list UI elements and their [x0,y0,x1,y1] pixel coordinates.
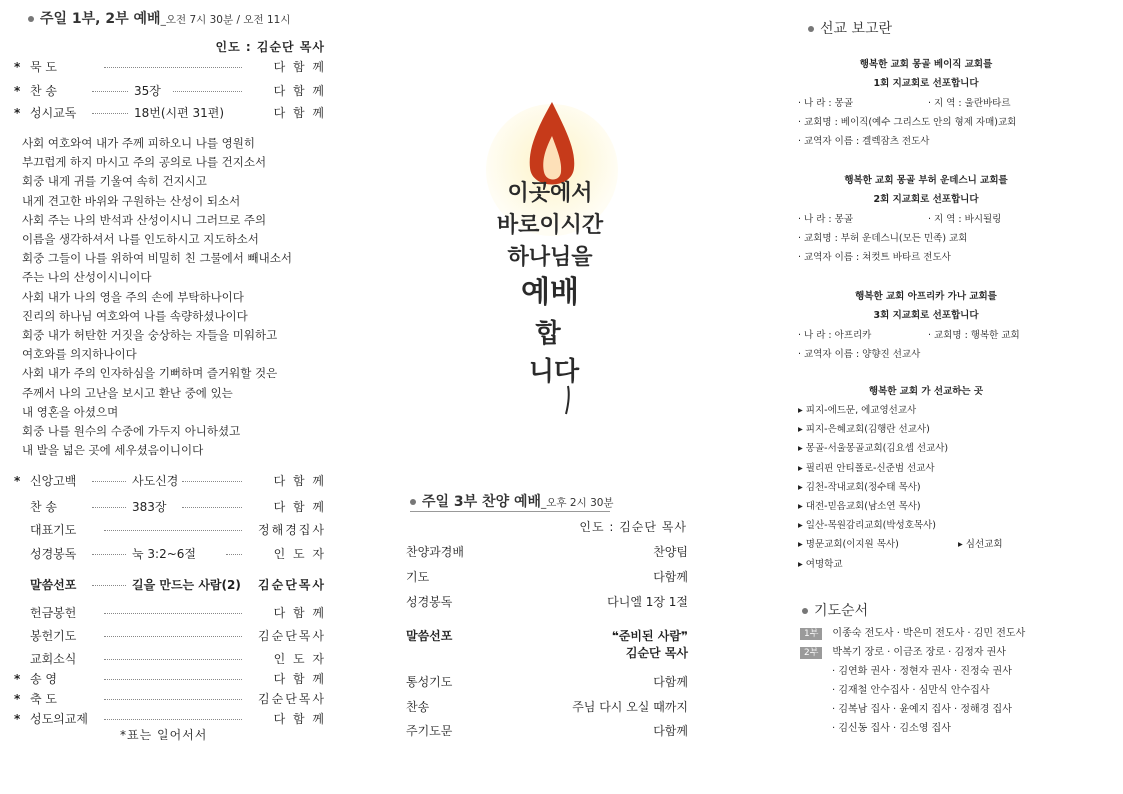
morning-service-header [28,8,290,28]
afternoon-order-row [406,721,688,741]
mission-block-heading: 행복한 교회 몽골 베이직 교회를 [859,59,993,70]
order-item-detail: 사도신경 [132,474,179,488]
afternoon-order-person: 다함께 [653,675,688,689]
prayer-row [800,643,1006,662]
order-item-person: 김순단목사 [258,692,326,706]
psalm-line: 내 발을 넓은 곳에 세우셨음이니이다 [22,443,204,458]
psalm-line: 회중 내가 허탄한 거짓을 숭상하는 자들을 미워하고 [22,328,278,342]
prayer-row: · 김재철 안수집사 · 심만식 안수집사 [832,685,990,696]
order-item-detail: 18번(시편 31편) [134,106,225,120]
dot-leader [104,659,242,660]
order-row [14,82,326,100]
standing-mark: * [14,60,21,74]
afternoon-order-row [406,697,688,717]
mission-detail: · 교회명 : 부허 운데스니(모든 민족) 교회 [798,233,968,244]
order-item-person: 다 함 께 [273,606,326,620]
art-line-5: 합 [535,319,561,349]
order-item-name: 찬 송 [30,84,57,98]
dot-leader [92,507,126,508]
order-item-name: 송 영 [30,672,57,686]
mission-block-subheading: 2회 지교회로 선포합니다 [873,194,979,205]
psalm-line: 사회 여호와여 내가 주께 피하오니 나를 영원히 [22,136,256,150]
order-item-name: 교회소식 [30,652,77,666]
standing-mark: * [14,672,21,686]
bullet-icon [802,608,808,614]
order-row [14,690,326,708]
order-item-person: 다 함 께 [273,60,326,74]
order-item-person: 인 도 자 [273,652,326,666]
mission-list-item: ▸ 필리핀 안티폴로-신준범 선교사 [798,462,935,474]
morning-service-time: _오전 7시 30분 / 오전 11시 [160,14,291,26]
afternoon-order-row [406,672,688,692]
afternoon-service-title: 주일 3부 찬양 예배 [422,494,542,510]
afternoon-order-row [406,592,688,612]
afternoon-underline [410,511,610,512]
order-item-name: 말씀선포 [30,578,77,592]
dot-leader [226,554,242,555]
afternoon-order-row [406,626,688,660]
prayer-names: 박복기 장로 · 이금조 장로 · 김정자 권사 [832,647,1006,658]
mission-list-item: ▸ 명문교회(이지원 목사) [798,539,899,551]
prayer-row: · 김연화 권사 · 정현자 권사 · 진정숙 권사 [832,666,1012,677]
afternoon-order-name: 찬송 [406,700,430,714]
mission-detail: · 나 라 : 몽골 [798,98,854,109]
order-row [14,545,326,563]
mission-detail: · 교회명 : 행복한 교회 [928,330,1020,341]
order-item-name: 봉헌기도 [30,629,77,643]
prayer-header [802,600,868,620]
dot-leader [104,719,242,720]
morning-service-title: 주일 1부, 2부 예배 [40,11,161,27]
order-item-detail: 눅 3:2~6절 [132,547,197,561]
art-line-4: 예배 [521,275,579,310]
prayer-row: · 김복남 집사 · 윤예지 집사 · 정해경 집사 [832,704,1012,715]
prayer-title: 기도순서 [814,603,869,619]
order-item-person: 인 도 자 [273,547,326,561]
standing-mark: * [14,692,21,706]
service-badge: 1부 [800,628,822,640]
mission-block-subheading: 1회 지교회로 선포합니다 [873,78,979,89]
mission-list-item: ▸ 피지-은혜교회(김행란 선교사) [798,424,930,436]
mission-detail: · 교역자 이름 : 겔렉잠츠 전도사 [798,136,930,147]
afternoon-service-header [410,491,614,511]
mission-list-item: ▸ 여명학교 [798,558,843,570]
psalm-line: 내게 견고한 바위와 구원하는 산성이 되소서 [22,193,241,208]
afternoon-order-row [406,567,688,587]
order-item-name: 대표기도 [30,523,77,537]
mission-detail: · 나 라 : 몽골 [798,214,854,225]
mission-list-item: ▸ 몽골-서울몽골교회(김요셉 선교사) [798,443,949,455]
afternoon-order-person: 주님 다시 오실 때까지 [572,700,688,714]
order-item-name: 신앙고백 [30,474,77,488]
mission-list-item: ▸ 일산-목원감리교회(박성호목사) [798,520,936,532]
psalm-line: 회중 나를 원수의 수중에 가두지 아니하셨고 [22,424,241,438]
mission-detail: · 교역자 이름 : 쳐컷트 바타르 전도사 [798,252,951,263]
afternoon-leader: 인도 : 김순단 목사 [579,520,687,534]
mission-header [808,18,892,38]
order-item-name: 축 도 [30,692,57,706]
art-line-1: 이곳에서 [507,181,593,206]
order-item-person: 정해경집사 [258,523,326,537]
bullet-icon [28,16,34,22]
psalm-line: 사회 내가 나의 영을 주의 손에 부탁하나이다 [22,289,244,304]
order-row [14,670,326,688]
dot-leader [173,91,242,92]
psalm-line: 회중 그들이 나를 위하여 비밀히 친 그물에서 빼내소서 [22,251,292,266]
mission-block-subheading: 3회 지교회로 선포합니다 [873,310,979,321]
order-item-person: 김순단목사 [258,629,326,643]
order-item-name: 성시교독 [30,106,77,120]
dot-leader [104,679,242,680]
afternoon-order-person: 다함께 [653,724,688,738]
order-item-person: 다 함 께 [273,474,326,488]
art-line-2: 바로이시간 [496,213,604,238]
order-item-person: 김순단목사 [258,578,326,592]
order-item-name: 헌금봉헌 [30,606,77,620]
dot-leader [104,699,242,700]
order-item-name: 성경봉독 [30,547,77,561]
dot-leader [104,67,242,68]
prayer-row [800,624,1025,643]
dot-leader [92,585,126,586]
dot-leader [182,507,242,508]
order-item-person: 다 함 께 [273,84,326,98]
psalm-line: 주께서 나의 고난을 보시고 환난 중에 있는 [22,385,233,400]
dot-leader [104,613,242,614]
mission-block-heading: 행복한 교회 아프리카 가나 교회를 [855,291,997,302]
dot-leader [104,530,242,531]
dot-leader [104,636,242,637]
order-item-detail: 길을 만드는 사람(2) [132,578,241,592]
standing-mark: * [14,84,21,98]
standing-mark: * [14,106,21,120]
afternoon-service-time: _오후 2시 30분 [541,497,614,509]
order-item-name: 찬 송 [30,500,57,514]
mission-detail: · 교회명 : 베이직(예수 그리스도 안의 형제 자매)교회 [798,117,1017,128]
psalm-line: 진리의 하나님 여호와여 나를 속량하셨나이다 [22,308,248,323]
service-badge: 2부 [800,647,822,659]
bullet-icon [410,499,416,505]
psalm-line: 사회 주는 나의 반석과 산성이시니 그러므로 주의 [22,212,267,227]
standing-mark: * [14,712,21,726]
afternoon-order-row [406,542,688,562]
afternoon-order-person: 찬양팀 [653,545,688,559]
order-row [14,627,326,645]
mission-list-title: 행복한 교회 가 선교하는 곳 [868,386,984,397]
mission-detail: · 교역자 이름 : 양향진 선교사 [798,349,921,360]
morning-leader: 인도 : 김순단 목사 [215,40,325,54]
bullet-icon [808,26,814,32]
dot-leader [92,91,128,92]
order-row [14,104,326,122]
dot-leader [182,481,242,482]
mission-detail: · 지 역 : 울란바타르 [928,98,1011,109]
candle-calligraphy-art [470,90,630,420]
order-item-name: 묵 도 [30,60,57,74]
order-row [14,576,326,594]
afternoon-order-person: ❝준비된 사람❞ [611,629,688,643]
afternoon-order-name: 통성기도 [406,675,453,689]
afternoon-order-person: 다니엘 1장 1절 [607,595,688,609]
afternoon-order-name: 주기도문 [406,724,453,738]
standing-mark: * [14,474,21,488]
afternoon-order-name: 기도 [406,570,430,584]
mission-list-item: ▸ 대전-믿음교회(남소연 목사) [798,501,921,512]
order-item-name: 성도의교제 [30,712,88,726]
order-row [14,650,326,668]
order-item-person: 다 함 께 [273,106,326,120]
order-row [14,521,326,539]
order-row [14,58,326,76]
order-row [14,472,326,490]
order-item-detail: 383장 [132,500,167,514]
mission-detail: · 지 역 : 바시될링 [928,214,1002,225]
psalm-line: 회중 내게 귀를 기울여 속히 건지시고 [22,174,207,189]
afternoon-order-name: 성경봉독 [406,595,453,609]
order-row [14,498,326,516]
order-item-person: 다 함 께 [273,672,326,686]
order-item-person: 다 함 께 [273,712,326,726]
order-item-person: 다 함 께 [273,500,326,514]
psalm-line: 부끄럽게 하지 마시고 주의 공의로 나를 건지소서 [22,155,267,170]
mission-block-heading: 행복한 교회 몽골 부허 운데스니 교회를 [844,175,1008,186]
standing-footnote: *표는 일어서서 [120,728,208,742]
mission-list-item: ▸ 피지-에드문, 에교영선교사 [798,405,917,416]
psalm-line: 여호와를 의지하나이다 [22,347,137,362]
dot-leader [92,554,126,555]
art-line-3: 하나님을 [507,245,593,270]
psalm-line: 내 영혼을 아셨으며 [22,404,119,419]
psalm-line: 사회 내가 주의 인자하심을 기뻐하며 즐거워할 것은 [22,366,278,381]
afternoon-order-name: 찬양과경배 [406,545,464,559]
afternoon-order-person: 다함께 [653,570,688,584]
mission-title: 선교 보고란 [820,21,893,37]
order-item-detail: 35장 [134,84,161,98]
mission-list-item: ▸ 김천-작내교회(정수태 목사) [798,481,921,493]
dot-leader [92,481,126,482]
prayer-row: · 김신동 집사 · 김소영 집사 [832,723,951,734]
dot-leader [92,113,128,114]
psalm-line: 주는 나의 산성이시니이다 [22,270,152,285]
order-row [14,604,326,622]
mission-list-item: ▸ 심선교회 [958,539,1003,551]
afternoon-order-preacher: 김순단 목사 [625,646,688,660]
art-line-6: 니다 [528,357,580,387]
mission-detail: · 나 라 : 아프리카 [798,330,872,341]
afternoon-order-name: 말씀선포 [406,629,453,643]
prayer-names: 이종숙 전도사 · 박은미 전도사 · 김민 전도사 [832,628,1026,639]
psalm-line: 이름을 생각하셔서 나를 인도하시고 지도하소서 [22,232,259,246]
